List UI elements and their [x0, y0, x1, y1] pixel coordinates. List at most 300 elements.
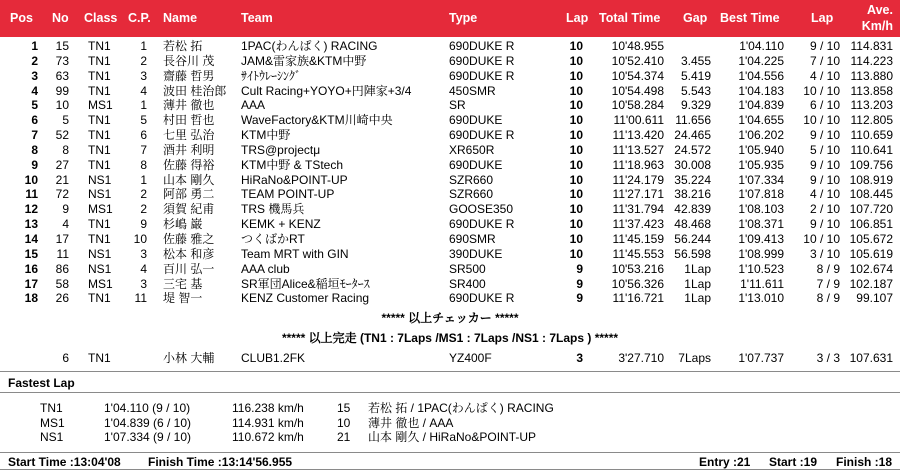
cell-lap: 10 — [569, 187, 583, 202]
cell-lap: 10 — [569, 202, 583, 217]
cell-ave: 102.187 — [849, 276, 893, 291]
cell-ave: 108.919 — [849, 172, 893, 187]
cell-best-lap: 7 / 10 — [809, 53, 840, 68]
cell-pos: 16 — [24, 261, 38, 276]
cell-best: 1'06.202 — [738, 128, 784, 143]
cell-type: 690DUKE R — [449, 53, 515, 68]
cell-best: 1'08.371 — [738, 217, 784, 232]
cell-no: 4 — [62, 217, 69, 232]
cell-ave: 107.720 — [849, 202, 893, 217]
cell-cp: 4 — [140, 83, 147, 98]
cell-name: 薄井 徹也 — [163, 98, 215, 113]
cell-type: 690SMR — [449, 231, 496, 246]
cell-name: 小林 大輔 — [163, 351, 215, 365]
cell-ave: 113.880 — [850, 68, 893, 83]
cell-best: 1'04.839 — [738, 98, 784, 113]
cell-cp: 1 — [140, 39, 147, 53]
cell-cp: 1 — [140, 172, 147, 187]
cell-name: 長谷川 茂 — [163, 53, 215, 68]
cell-cp: 1 — [140, 98, 147, 113]
cell-total: 10'56.326 — [611, 276, 664, 291]
cell-best-lap: 5 / 10 — [809, 142, 840, 157]
cell-best: 1'11.611 — [740, 276, 784, 291]
cell-no: 72 — [55, 187, 69, 202]
cell-gap: 48.468 — [674, 217, 711, 232]
fastest-lap-rider: 薄井 徹也 / AAA — [368, 415, 454, 430]
cell-team: AAA — [241, 98, 266, 113]
cell-best: 1'10.523 — [738, 261, 784, 276]
cell-name: 堤 智一 — [163, 291, 203, 306]
cell-best-lap: 2 / 10 — [809, 202, 840, 217]
cell-class: TN1 — [88, 142, 111, 157]
finish-time: Finish Time :13:14'56.955 — [148, 455, 293, 469]
cell-best-lap: 6 / 10 — [809, 98, 840, 113]
result-row — [0, 217, 900, 232]
results-header — [0, 0, 900, 37]
cell-pos: 13 — [24, 217, 38, 232]
cell-best-lap: 10 / 10 — [803, 113, 840, 128]
result-row — [0, 143, 900, 158]
cell-gap: 35.224 — [674, 172, 711, 187]
result-row — [0, 84, 900, 99]
cell-class: TN1 — [88, 53, 111, 68]
non-finishers-table — [0, 351, 900, 366]
cell-type: GOOSE350 — [449, 202, 514, 217]
header-pos: Pos — [10, 11, 33, 25]
cell-best-lap: 7 / 9 — [816, 276, 840, 291]
cell-name: 齋藤 哲男 — [163, 68, 215, 83]
cell-total: 10'53.216 — [611, 261, 664, 276]
result-row — [0, 247, 900, 262]
cell-class: TN1 — [88, 291, 111, 306]
divider — [0, 371, 900, 372]
cell-lap: 10 — [569, 157, 583, 172]
cell-type: XR650R — [449, 142, 495, 157]
cell-pos: 1 — [31, 39, 38, 53]
header-average-unit: Km/h — [861, 19, 893, 33]
cell-no: 15 — [55, 39, 69, 53]
cell-gap: 5.419 — [680, 68, 711, 83]
fastest-lap-speed: 114.931 km/h — [232, 415, 304, 430]
result-row — [0, 173, 900, 188]
cell-total: 11'45.159 — [612, 231, 664, 246]
fastest-lap-class: NS1 — [40, 430, 64, 444]
fastest-lap-class: TN1 — [40, 401, 63, 415]
cell-gap: 30.008 — [674, 157, 711, 172]
cell-total: 11'18.963 — [612, 157, 664, 172]
cell-cp: 7 — [140, 142, 147, 157]
fastest-lap-no: 15 — [337, 401, 351, 415]
cell-lap: 10 — [569, 53, 583, 68]
cell-cp: 11 — [134, 291, 147, 306]
cell-no: 10 — [55, 98, 69, 113]
result-row — [0, 202, 900, 217]
cell-total: 11'27.171 — [612, 187, 664, 202]
cell-gap: 38.216 — [674, 187, 711, 202]
cell-cp: 10 — [133, 231, 147, 246]
cell-best-lap: 8 / 9 — [816, 261, 840, 276]
header-best-lap: Lap — [811, 11, 834, 25]
header-total-time: Total Time — [599, 11, 661, 25]
cell-class: TN1 — [88, 128, 111, 143]
cell-pos: 8 — [31, 142, 38, 157]
cell-best: 1'04.110 — [739, 39, 784, 53]
cell-gap: 56.244 — [674, 231, 711, 246]
cell-type: 450SMR — [449, 83, 496, 98]
cell-no: 99 — [55, 83, 69, 98]
result-row — [0, 262, 900, 277]
cell-gap: 56.598 — [674, 246, 711, 261]
cell-pos: 18 — [24, 291, 38, 306]
cell-lap: 10 — [569, 217, 583, 232]
cell-total: 10'48.955 — [611, 39, 664, 53]
cell-name: 松本 和彦 — [163, 246, 215, 261]
cell-class: TN1 — [88, 113, 111, 128]
result-row — [0, 39, 900, 54]
cell-ave: 113.203 — [850, 98, 893, 113]
cell-name: 酒井 利明 — [163, 142, 215, 157]
header-gap: Gap — [683, 11, 708, 25]
cell-ave: 106.851 — [849, 217, 893, 232]
cell-name: 佐藤 得裕 — [163, 157, 215, 172]
fastest-lap-table — [0, 401, 900, 445]
cell-class: NS1 — [88, 246, 112, 261]
cell-no: 58 — [55, 276, 69, 291]
cell-gap: 24.572 — [674, 142, 711, 157]
cell-class: NS1 — [88, 261, 112, 276]
fastest-lap-rider: 山本 剛久 / HiRaNo&POINT-UP — [368, 430, 537, 444]
cell-type: SZR660 — [449, 172, 494, 187]
result-row — [0, 98, 900, 113]
cell-type: 690DUKE R — [449, 128, 515, 143]
cell-total: 3'27.710 — [618, 351, 664, 365]
finish-count: Finish :18 — [836, 455, 893, 469]
cell-team: TRS 機馬兵 — [241, 202, 305, 217]
cell-ave: 114.831 — [850, 39, 893, 53]
cell-cp: 8 — [140, 157, 147, 172]
header-no: No — [52, 11, 69, 25]
cell-lap: 10 — [569, 68, 583, 83]
cell-pos: 2 — [31, 53, 38, 68]
cell-total: 11'31.794 — [612, 202, 664, 217]
cell-no: 63 — [55, 68, 69, 83]
header-average-label: Ave. — [867, 3, 893, 17]
cell-lap: 10 — [569, 98, 583, 113]
non-finisher-row — [0, 351, 900, 366]
cell-type: SR500 — [449, 261, 486, 276]
cell-lap: 10 — [569, 83, 583, 98]
cell-class: TN1 — [88, 39, 111, 53]
cell-name: 百川 弘一 — [163, 261, 215, 276]
cell-pos: 12 — [24, 202, 38, 217]
cell-pos: 9 — [31, 157, 38, 172]
result-row — [0, 128, 900, 143]
start-count: Start :19 — [769, 455, 818, 469]
cell-team: KEMK + KENZ — [241, 217, 321, 232]
cell-team: JAM&雷家族&KTM中野 — [241, 53, 367, 68]
cell-lap: 10 — [569, 246, 583, 261]
cell-no: 21 — [55, 172, 69, 187]
cell-type: 690DUKE R — [449, 217, 515, 232]
cell-ave: 105.672 — [849, 231, 893, 246]
cell-no: 8 — [62, 142, 69, 157]
cell-class: MS1 — [88, 276, 113, 291]
results-table — [0, 39, 900, 306]
cell-best-lap: 9 / 10 — [809, 128, 840, 143]
cell-ave: 105.619 — [849, 246, 893, 261]
cell-total: 10'54.498 — [611, 83, 664, 98]
cell-cp: 6 — [140, 128, 147, 143]
cell-type: YZ400F — [449, 351, 492, 365]
cell-name: 須賀 紀甫 — [163, 202, 215, 217]
cell-team: Cult Racing+YOYO+円陣家+3/4 — [241, 83, 412, 98]
cell-best-lap: 4 / 10 — [809, 187, 840, 202]
result-row — [0, 232, 900, 247]
cell-lap: 9 — [576, 261, 583, 276]
cell-best-lap: 10 / 10 — [803, 231, 840, 246]
cell-team: Team MRT with GIN — [241, 246, 349, 261]
cell-class: TN1 — [88, 83, 111, 98]
cell-type: SR — [449, 98, 466, 113]
cell-total: 11'24.179 — [612, 172, 664, 187]
cell-best-lap: 10 / 10 — [803, 83, 840, 98]
cell-best: 1'04.556 — [738, 68, 784, 83]
cell-no: 17 — [55, 231, 69, 246]
cell-team: ｻｲﾄｳﾚｰｼﾝｸﾞ — [241, 68, 302, 83]
cell-pos: 11 — [25, 187, 38, 202]
cell-gap: 1Lap — [684, 261, 711, 276]
cell-best: 1'05.940 — [738, 142, 784, 157]
cell-total: 11'45.553 — [612, 246, 664, 261]
cell-team: KENZ Customer Racing — [241, 291, 370, 306]
fastest-lap-row — [0, 430, 900, 445]
cell-ave: 110.641 — [850, 142, 893, 157]
header-lap: Lap — [566, 11, 589, 25]
cell-gap: 24.465 — [674, 128, 711, 143]
result-row — [0, 187, 900, 202]
cell-name: 村田 哲也 — [163, 113, 215, 128]
cell-no: 26 — [55, 291, 69, 306]
cell-class: TN1 — [88, 68, 111, 83]
cell-best: 1'09.413 — [738, 231, 784, 246]
cell-best: 1'07.737 — [738, 351, 784, 365]
divider — [0, 469, 900, 470]
cell-total: 11'00.611 — [613, 113, 664, 128]
fastest-lap-rider: 若松 拓 / 1PAC(わんぱく) RACING — [368, 401, 554, 415]
cell-team: AAA club — [241, 261, 290, 276]
cell-best: 1'13.010 — [738, 291, 784, 306]
cell-type: SZR660 — [449, 187, 494, 202]
header-cp: C.P. — [128, 11, 151, 25]
cell-pos: 4 — [31, 83, 38, 98]
fastest-lap-row — [0, 401, 900, 416]
cell-gap: 7Laps — [678, 351, 711, 365]
fastest-lap-speed: 110.672 km/h — [232, 430, 304, 444]
cell-lap: 10 — [569, 39, 583, 53]
fastest-lap-time: 1'04.110 (9 / 10) — [104, 401, 191, 415]
start-time: Start Time :13:04'08 — [8, 455, 121, 469]
fastest-lap-class: MS1 — [40, 415, 65, 430]
cell-no: 9 — [62, 202, 69, 217]
result-row — [0, 158, 900, 173]
cell-type: 690DUKE R — [449, 39, 515, 53]
cell-no: 11 — [56, 246, 69, 261]
cell-no: 86 — [55, 261, 69, 276]
cell-cp: 2 — [140, 202, 147, 217]
fastest-lap-speed: 116.238 km/h — [232, 401, 304, 415]
cell-best-lap: 9 / 10 — [809, 217, 840, 232]
cell-total: 10'58.284 — [611, 98, 664, 113]
cell-total: 11'16.721 — [612, 291, 664, 306]
cell-class: MS1 — [88, 98, 113, 113]
cell-name: 若松 拓 — [163, 39, 203, 53]
cell-cp: 5 — [140, 113, 147, 128]
cell-gap: 9.329 — [680, 98, 711, 113]
header-type: Type — [449, 11, 478, 25]
result-row — [0, 277, 900, 292]
fastest-lap-time: 1'07.334 (9 / 10) — [104, 430, 192, 444]
result-row — [0, 291, 900, 306]
cell-best-lap: 9 / 10 — [809, 172, 840, 187]
fastest-lap-no: 21 — [337, 430, 351, 444]
cell-total: 11'13.420 — [612, 128, 664, 143]
result-row — [0, 69, 900, 84]
cell-type: 690DUKE R — [449, 68, 515, 83]
cell-cp: 2 — [140, 187, 147, 202]
cell-no: 6 — [62, 351, 69, 365]
cell-gap: 1Lap — [684, 291, 711, 306]
cell-ave: 107.631 — [849, 351, 893, 365]
fastest-lap-time: 1'04.839 (6 / 10) — [104, 415, 192, 430]
cell-pos: 7 — [31, 128, 38, 143]
cell-ave: 110.659 — [850, 128, 893, 143]
cell-pos: 14 — [24, 231, 38, 246]
cell-total: 10'54.374 — [611, 68, 664, 83]
cell-lap: 10 — [569, 172, 583, 187]
finishers-note: ***** 以上完走 (TN1 : 7Laps /MS1 : 7Laps /NS1 : 7Laps ) ***** — [281, 331, 619, 345]
cell-class: TN1 — [88, 217, 111, 232]
cell-type: 690DUKE — [449, 157, 503, 172]
cell-team: つくばかRT — [241, 231, 305, 246]
cell-total: 10'52.410 — [611, 53, 664, 68]
cell-lap: 10 — [569, 113, 583, 128]
cell-cp: 9 — [140, 217, 147, 232]
cell-best: 1'04.225 — [738, 53, 784, 68]
cell-no: 52 — [55, 128, 69, 143]
cell-ave: 108.445 — [849, 187, 893, 202]
cell-class: NS1 — [88, 187, 112, 202]
cell-best-lap: 3 / 3 — [816, 351, 840, 365]
cell-name: 波田 桂治郎 — [163, 83, 227, 98]
cell-team: WaveFactory&KTM川崎中央 — [241, 113, 393, 128]
cell-best: 1'04.183 — [738, 83, 784, 98]
divider — [0, 392, 900, 393]
cell-name: 阿部 勇二 — [163, 187, 215, 202]
cell-type: 690DUKE — [449, 113, 503, 128]
cell-cp: 3 — [140, 68, 147, 83]
cell-pos: 15 — [24, 246, 38, 261]
result-row — [0, 54, 900, 69]
cell-type: 690DUKE R — [449, 291, 515, 306]
divider — [0, 452, 900, 453]
cell-best-lap: 9 / 10 — [809, 157, 840, 172]
cell-pos: 10 — [24, 172, 38, 187]
cell-best-lap: 3 / 10 — [809, 246, 840, 261]
cell-gap: 42.839 — [674, 202, 711, 217]
header-class: Class — [84, 11, 118, 25]
cell-ave: 114.223 — [850, 53, 893, 68]
cell-pos: 3 — [31, 68, 38, 83]
cell-gap: 11.656 — [675, 113, 711, 128]
fastest-lap-no: 10 — [337, 415, 351, 430]
cell-team: TRS@projectμ — [241, 142, 321, 157]
cell-total: 11'37.423 — [612, 217, 664, 232]
cell-name: 七里 弘治 — [163, 128, 215, 143]
fastest-lap-row — [0, 416, 900, 431]
cell-ave: 113.858 — [850, 83, 893, 98]
header-name: Name — [163, 11, 198, 25]
cell-best-lap: 8 / 9 — [816, 291, 840, 306]
cell-team: HiRaNo&POINT-UP — [241, 172, 348, 187]
cell-class: TN1 — [88, 157, 111, 172]
cell-lap: 9 — [576, 276, 583, 291]
cell-lap: 9 — [576, 291, 583, 306]
header-best-time: Best Time — [720, 11, 780, 25]
cell-best-lap: 9 / 10 — [809, 39, 840, 53]
cell-name: 山本 剛久 — [163, 172, 215, 187]
cell-ave: 109.756 — [849, 157, 893, 172]
cell-class: NS1 — [88, 172, 112, 187]
entry-count: Entry :21 — [699, 455, 751, 469]
header-team: Team — [241, 11, 273, 25]
cell-no: 5 — [62, 113, 69, 128]
cell-best: 1'07.334 — [738, 172, 784, 187]
cell-class: TN1 — [88, 231, 111, 246]
cell-gap: 3.455 — [680, 53, 711, 68]
cell-total: 11'13.527 — [612, 142, 664, 157]
cell-name: 佐藤 雅之 — [163, 231, 215, 246]
cell-team: 1PAC(わんぱく) RACING — [241, 39, 378, 53]
result-row — [0, 113, 900, 128]
cell-best-lap: 4 / 10 — [809, 68, 840, 83]
cell-cp: 3 — [140, 246, 147, 261]
cell-pos: 17 — [24, 276, 38, 291]
checker-note: ***** 以上チェッカー ***** — [381, 311, 519, 325]
cell-team: SR軍団Alice&稲垣ﾓｰﾀｰｽ — [241, 276, 370, 291]
cell-lap: 3 — [576, 351, 583, 365]
cell-name: 三宅 基 — [163, 276, 203, 291]
cell-no: 27 — [55, 157, 69, 172]
cell-type: 390DUKE — [449, 246, 503, 261]
cell-team: KTM中野 — [241, 128, 291, 143]
cell-class: TN1 — [88, 351, 111, 365]
cell-best: 1'07.818 — [738, 187, 784, 202]
cell-lap: 10 — [569, 231, 583, 246]
cell-ave: 99.107 — [856, 291, 893, 306]
cell-no: 73 — [55, 53, 69, 68]
cell-pos: 5 — [31, 98, 38, 113]
cell-type: SR400 — [449, 276, 486, 291]
cell-team: KTM中野 & TStech — [241, 157, 344, 172]
fastest-lap-title: Fastest Lap — [8, 376, 75, 390]
cell-class: MS1 — [88, 202, 113, 217]
cell-pos: 6 — [31, 113, 38, 128]
cell-cp: 3 — [140, 276, 147, 291]
cell-best: 1'05.935 — [738, 157, 784, 172]
cell-ave: 102.674 — [849, 261, 893, 276]
cell-ave: 112.805 — [850, 113, 893, 128]
cell-name: 杉嶋 巌 — [163, 217, 203, 232]
